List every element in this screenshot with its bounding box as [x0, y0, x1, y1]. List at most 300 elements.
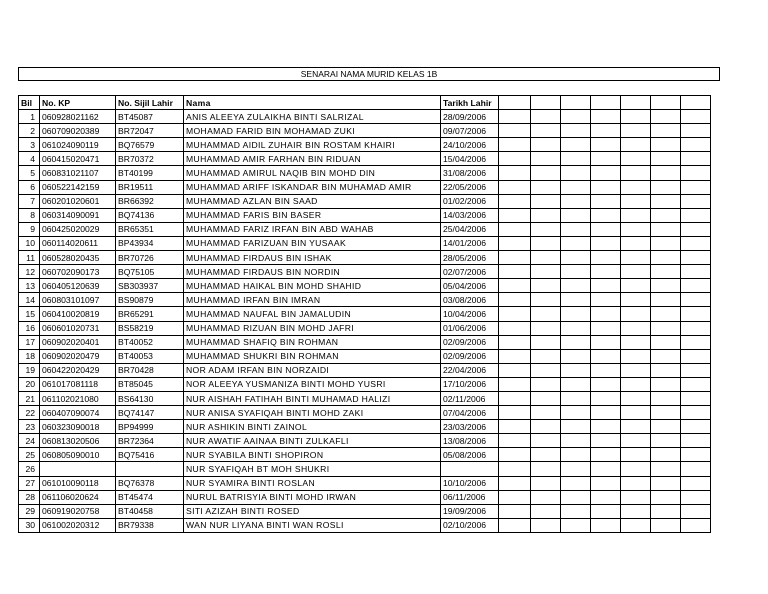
- tarikh-cell: 02/11/2006: [441, 391, 499, 405]
- kp-cell: 060702090173: [40, 265, 116, 279]
- bil-cell: 12: [19, 265, 40, 279]
- sijil-cell: BT85045: [116, 377, 184, 391]
- empty-cell: [531, 222, 561, 236]
- empty-cell: [561, 251, 591, 265]
- empty-cell: [681, 490, 711, 504]
- empty-cell: [621, 321, 651, 335]
- kp-cell: 060528020435: [40, 251, 116, 265]
- empty-cell: [499, 222, 531, 236]
- empty-cell: [621, 490, 651, 504]
- tarikh-cell: 03/08/2006: [441, 293, 499, 307]
- empty-cell: [561, 138, 591, 152]
- kp-cell: [40, 462, 116, 476]
- empty-cell: [499, 518, 531, 532]
- bil-cell: 20: [19, 377, 40, 391]
- kp-cell: 060201020601: [40, 194, 116, 208]
- bil-cell: 11: [19, 251, 40, 265]
- empty-cell: [531, 307, 561, 321]
- sijil-cell: BQ75105: [116, 265, 184, 279]
- empty-cell: [591, 349, 621, 363]
- tarikh-cell: 13/08/2006: [441, 434, 499, 448]
- column-header: No. Sijil Lahir: [116, 96, 184, 110]
- sijil-cell: BQ75416: [116, 448, 184, 462]
- empty-cell: [681, 349, 711, 363]
- column-header: No. KP: [40, 96, 116, 110]
- empty-cell: [621, 349, 651, 363]
- empty-cell: [561, 321, 591, 335]
- table-row: [19, 110, 711, 124]
- empty-cell: [499, 265, 531, 279]
- empty-cell: [561, 420, 591, 434]
- empty-cell: [499, 279, 531, 293]
- empty-cell: [531, 518, 561, 532]
- empty-cell: [651, 406, 681, 420]
- empty-cell: [531, 194, 561, 208]
- empty-cell: [621, 293, 651, 307]
- nama-cell: MUHAMMAD FARIZUAN BIN YUSAAK: [184, 236, 441, 250]
- empty-cell: [591, 110, 621, 124]
- empty-cell: [621, 391, 651, 405]
- empty-cell: [561, 265, 591, 279]
- kp-cell: 060902020401: [40, 335, 116, 349]
- empty-cell: [591, 377, 621, 391]
- nama-cell: MUHAMMAD HAIKAL BIN MOHD SHAHID: [184, 279, 441, 293]
- empty-cell: [561, 406, 591, 420]
- empty-cell: [591, 363, 621, 377]
- nama-cell: MUHAMMAD FIRDAUS BIN NORDIN: [184, 265, 441, 279]
- tarikh-cell: 02/09/2006: [441, 335, 499, 349]
- table-row: [19, 518, 711, 532]
- empty-cell: [531, 124, 561, 138]
- empty-cell: [681, 96, 711, 110]
- nama-cell: MUHAMMAD AIDIL ZUHAIR BIN ROSTAM KHAIRI: [184, 138, 441, 152]
- empty-cell: [499, 420, 531, 434]
- empty-cell: [651, 222, 681, 236]
- empty-cell: [591, 279, 621, 293]
- list-title: SENARAI NAMA MURID KELAS 1B: [18, 67, 720, 81]
- empty-cell: [591, 124, 621, 138]
- nama-cell: MUHAMMAD FARIZ IRFAN BIN ABD WAHAB: [184, 222, 441, 236]
- kp-cell: 060919020758: [40, 504, 116, 518]
- empty-cell: [651, 265, 681, 279]
- bil-cell: 2: [19, 124, 40, 138]
- empty-cell: [499, 124, 531, 138]
- empty-cell: [499, 363, 531, 377]
- empty-cell: [591, 236, 621, 250]
- bil-cell: 24: [19, 434, 40, 448]
- empty-cell: [651, 180, 681, 194]
- empty-cell: [561, 335, 591, 349]
- empty-cell: [499, 448, 531, 462]
- empty-cell: [591, 194, 621, 208]
- sijil-cell: BR70372: [116, 152, 184, 166]
- bil-cell: 18: [19, 349, 40, 363]
- empty-cell: [591, 462, 621, 476]
- empty-cell: [531, 265, 561, 279]
- empty-cell: [681, 194, 711, 208]
- empty-cell: [621, 208, 651, 222]
- empty-cell: [561, 279, 591, 293]
- sijil-cell: BP43934: [116, 236, 184, 250]
- tarikh-cell: 01/06/2006: [441, 321, 499, 335]
- kp-cell: 060831021107: [40, 166, 116, 180]
- table-row: [19, 504, 711, 518]
- nama-cell: NUR AWATIF AAINAA BINTI ZULKAFLI: [184, 434, 441, 448]
- empty-cell: [681, 335, 711, 349]
- empty-cell: [531, 434, 561, 448]
- empty-cell: [561, 518, 591, 532]
- table-row: [19, 363, 711, 377]
- empty-cell: [561, 476, 591, 490]
- kp-cell: 061010090118: [40, 476, 116, 490]
- sijil-cell: BT40053: [116, 349, 184, 363]
- bil-cell: 30: [19, 518, 40, 532]
- empty-cell: [591, 335, 621, 349]
- empty-cell: [651, 307, 681, 321]
- empty-cell: [621, 194, 651, 208]
- empty-cell: [591, 166, 621, 180]
- table-row: [19, 265, 711, 279]
- sijil-cell: BR70726: [116, 251, 184, 265]
- sijil-cell: BR65351: [116, 222, 184, 236]
- empty-cell: [591, 152, 621, 166]
- sijil-cell: BT40199: [116, 166, 184, 180]
- bil-cell: 27: [19, 476, 40, 490]
- bil-cell: 1: [19, 110, 40, 124]
- sijil-cell: BT40458: [116, 504, 184, 518]
- table-row: [19, 335, 711, 349]
- bil-cell: 10: [19, 236, 40, 250]
- bil-cell: 14: [19, 293, 40, 307]
- empty-cell: [591, 420, 621, 434]
- empty-cell: [651, 504, 681, 518]
- nama-cell: NOR ADAM IRFAN BIN NORZAIDI: [184, 363, 441, 377]
- tarikh-cell: 19/09/2006: [441, 504, 499, 518]
- tarikh-cell: 02/10/2006: [441, 518, 499, 532]
- bil-cell: 4: [19, 152, 40, 166]
- sijil-cell: BR66392: [116, 194, 184, 208]
- empty-cell: [621, 307, 651, 321]
- empty-cell: [499, 180, 531, 194]
- table-row: [19, 476, 711, 490]
- empty-cell: [499, 406, 531, 420]
- table-row: [19, 448, 711, 462]
- bil-cell: 3: [19, 138, 40, 152]
- empty-cell: [561, 391, 591, 405]
- empty-cell: [651, 138, 681, 152]
- kp-cell: 060422020429: [40, 363, 116, 377]
- kp-cell: 060522142159: [40, 180, 116, 194]
- kp-cell: 060323090018: [40, 420, 116, 434]
- nama-cell: MUHAMMAD FARIS BIN BASER: [184, 208, 441, 222]
- empty-cell: [561, 208, 591, 222]
- bil-cell: 22: [19, 406, 40, 420]
- kp-cell: 061024090119: [40, 138, 116, 152]
- tarikh-cell: [441, 462, 499, 476]
- table-row: [19, 490, 711, 504]
- empty-cell: [591, 476, 621, 490]
- empty-cell: [621, 138, 651, 152]
- empty-cell: [499, 166, 531, 180]
- empty-cell: [499, 110, 531, 124]
- sijil-cell: BR70428: [116, 363, 184, 377]
- empty-cell: [681, 462, 711, 476]
- empty-cell: [499, 335, 531, 349]
- bil-cell: 8: [19, 208, 40, 222]
- empty-cell: [651, 391, 681, 405]
- empty-cell: [621, 377, 651, 391]
- empty-cell: [499, 476, 531, 490]
- sijil-cell: BR79338: [116, 518, 184, 532]
- sijil-cell: BR72047: [116, 124, 184, 138]
- empty-cell: [621, 462, 651, 476]
- empty-cell: [621, 251, 651, 265]
- empty-cell: [621, 166, 651, 180]
- empty-cell: [681, 124, 711, 138]
- table-row: [19, 222, 711, 236]
- bil-cell: 7: [19, 194, 40, 208]
- nama-cell: MUHAMMAD NAUFAL BIN JAMALUDIN: [184, 307, 441, 321]
- empty-cell: [531, 504, 561, 518]
- sijil-cell: BT45087: [116, 110, 184, 124]
- empty-cell: [621, 110, 651, 124]
- sijil-cell: BT45474: [116, 490, 184, 504]
- sijil-cell: BQ76579: [116, 138, 184, 152]
- empty-cell: [561, 180, 591, 194]
- tarikh-cell: 24/10/2006: [441, 138, 499, 152]
- kp-cell: 060407090074: [40, 406, 116, 420]
- empty-cell: [681, 180, 711, 194]
- empty-cell: [591, 251, 621, 265]
- empty-cell: [681, 152, 711, 166]
- table-row: [19, 124, 711, 138]
- table-row: [19, 391, 711, 405]
- empty-cell: [681, 222, 711, 236]
- empty-cell: [621, 504, 651, 518]
- empty-cell: [651, 293, 681, 307]
- nama-cell: SITI AZIZAH BINTI ROSED: [184, 504, 441, 518]
- sijil-cell: SB303937: [116, 279, 184, 293]
- table-row: [19, 152, 711, 166]
- empty-cell: [681, 265, 711, 279]
- nama-cell: MUHAMMAD AMIRUL NAQIB BIN MOHD DIN: [184, 166, 441, 180]
- tarikh-cell: 22/04/2006: [441, 363, 499, 377]
- empty-cell: [681, 391, 711, 405]
- empty-cell: [621, 434, 651, 448]
- sijil-cell: BS64130: [116, 391, 184, 405]
- empty-cell: [499, 377, 531, 391]
- empty-cell: [651, 279, 681, 293]
- tarikh-cell: 07/04/2006: [441, 406, 499, 420]
- tarikh-cell: 02/09/2006: [441, 349, 499, 363]
- empty-cell: [499, 194, 531, 208]
- kp-cell: 060928021162: [40, 110, 116, 124]
- empty-cell: [651, 448, 681, 462]
- empty-cell: [681, 518, 711, 532]
- bil-cell: 17: [19, 335, 40, 349]
- nama-cell: NUR AISHAH FATIHAH BINTI MUHAMAD HALIZI: [184, 391, 441, 405]
- table-row: [19, 138, 711, 152]
- empty-cell: [561, 448, 591, 462]
- empty-cell: [531, 236, 561, 250]
- empty-cell: [681, 293, 711, 307]
- bil-cell: 29: [19, 504, 40, 518]
- empty-cell: [681, 420, 711, 434]
- nama-cell: MUHAMMAD IRFAN BIN IMRAN: [184, 293, 441, 307]
- nama-cell: NOR ALEEYA YUSMANIZA BINTI MOHD YUSRI: [184, 377, 441, 391]
- empty-cell: [591, 321, 621, 335]
- empty-cell: [681, 251, 711, 265]
- kp-cell: 060902020479: [40, 349, 116, 363]
- column-header: Tarikh Lahir: [441, 96, 499, 110]
- empty-cell: [499, 208, 531, 222]
- empty-cell: [591, 96, 621, 110]
- sijil-cell: BQ74147: [116, 406, 184, 420]
- empty-cell: [531, 166, 561, 180]
- empty-cell: [651, 518, 681, 532]
- empty-cell: [499, 490, 531, 504]
- empty-cell: [651, 251, 681, 265]
- sijil-cell: BQ76378: [116, 476, 184, 490]
- empty-cell: [591, 391, 621, 405]
- empty-cell: [531, 363, 561, 377]
- bil-cell: 13: [19, 279, 40, 293]
- table-row: [19, 279, 711, 293]
- empty-cell: [499, 391, 531, 405]
- empty-cell: [681, 166, 711, 180]
- empty-cell: [499, 251, 531, 265]
- tarikh-cell: 05/04/2006: [441, 279, 499, 293]
- empty-cell: [531, 96, 561, 110]
- nama-cell: MUHAMMAD SHUKRI BIN ROHMAN: [184, 349, 441, 363]
- empty-cell: [651, 236, 681, 250]
- tarikh-cell: 01/02/2006: [441, 194, 499, 208]
- bil-cell: 6: [19, 180, 40, 194]
- table-row: [19, 377, 711, 391]
- kp-cell: 061002020312: [40, 518, 116, 532]
- tarikh-cell: 28/05/2006: [441, 251, 499, 265]
- kp-cell: 060803101097: [40, 293, 116, 307]
- empty-cell: [531, 321, 561, 335]
- kp-cell: 060813020506: [40, 434, 116, 448]
- nama-cell: NUR SYABILA BINTI SHOPIRON: [184, 448, 441, 462]
- empty-cell: [621, 152, 651, 166]
- empty-cell: [621, 124, 651, 138]
- empty-cell: [561, 490, 591, 504]
- empty-cell: [621, 363, 651, 377]
- nama-cell: NURUL BATRISYIA BINTI MOHD IRWAN: [184, 490, 441, 504]
- empty-cell: [621, 180, 651, 194]
- kp-cell: 060425020029: [40, 222, 116, 236]
- empty-cell: [561, 236, 591, 250]
- empty-cell: [561, 377, 591, 391]
- bil-cell: 25: [19, 448, 40, 462]
- tarikh-cell: 10/10/2006: [441, 476, 499, 490]
- empty-cell: [531, 180, 561, 194]
- table-header-row: [19, 96, 711, 110]
- kp-cell: 060410020819: [40, 307, 116, 321]
- empty-cell: [591, 490, 621, 504]
- nama-cell: MUHAMMAD AMIR FARHAN BIN RIDUAN: [184, 152, 441, 166]
- tarikh-cell: 06/11/2006: [441, 490, 499, 504]
- empty-cell: [561, 166, 591, 180]
- empty-cell: [591, 504, 621, 518]
- empty-cell: [621, 420, 651, 434]
- nama-cell: WAN NUR LIYANA BINTI WAN ROSLI: [184, 518, 441, 532]
- empty-cell: [499, 293, 531, 307]
- empty-cell: [499, 152, 531, 166]
- empty-cell: [681, 279, 711, 293]
- empty-cell: [531, 152, 561, 166]
- kp-cell: 061106020624: [40, 490, 116, 504]
- empty-cell: [651, 166, 681, 180]
- empty-cell: [531, 251, 561, 265]
- empty-cell: [591, 434, 621, 448]
- bil-cell: 26: [19, 462, 40, 476]
- empty-cell: [499, 434, 531, 448]
- bil-cell: 23: [19, 420, 40, 434]
- empty-cell: [531, 377, 561, 391]
- empty-cell: [561, 293, 591, 307]
- empty-cell: [651, 363, 681, 377]
- nama-cell: MUHAMMAD FIRDAUS BIN ISHAK: [184, 251, 441, 265]
- sijil-cell: BR72364: [116, 434, 184, 448]
- empty-cell: [561, 363, 591, 377]
- kp-cell: 060601020731: [40, 321, 116, 335]
- empty-cell: [621, 96, 651, 110]
- sijil-cell: BR65291: [116, 307, 184, 321]
- bil-cell: 15: [19, 307, 40, 321]
- table-row: [19, 321, 711, 335]
- empty-cell: [651, 420, 681, 434]
- tarikh-cell: 25/04/2006: [441, 222, 499, 236]
- table-row: [19, 420, 711, 434]
- empty-cell: [561, 462, 591, 476]
- kp-cell: 061102021080: [40, 391, 116, 405]
- empty-cell: [561, 194, 591, 208]
- empty-cell: [531, 420, 561, 434]
- table-row: [19, 434, 711, 448]
- empty-cell: [499, 236, 531, 250]
- kp-cell: 060709020389: [40, 124, 116, 138]
- table-row: [19, 208, 711, 222]
- empty-cell: [531, 476, 561, 490]
- tarikh-cell: 14/03/2006: [441, 208, 499, 222]
- sijil-cell: BR19511: [116, 180, 184, 194]
- empty-cell: [681, 406, 711, 420]
- empty-cell: [681, 138, 711, 152]
- empty-cell: [591, 265, 621, 279]
- empty-cell: [621, 265, 651, 279]
- table-row: [19, 166, 711, 180]
- empty-cell: [531, 391, 561, 405]
- empty-cell: [561, 96, 591, 110]
- table-row: [19, 406, 711, 420]
- empty-cell: [531, 293, 561, 307]
- empty-cell: [651, 462, 681, 476]
- empty-cell: [651, 124, 681, 138]
- table-row: [19, 462, 711, 476]
- tarikh-cell: 31/08/2006: [441, 166, 499, 180]
- sijil-cell: BQ74136: [116, 208, 184, 222]
- empty-cell: [561, 152, 591, 166]
- tarikh-cell: 10/04/2006: [441, 307, 499, 321]
- empty-cell: [621, 518, 651, 532]
- column-header: Nama: [184, 96, 441, 110]
- empty-cell: [621, 222, 651, 236]
- empty-cell: [651, 476, 681, 490]
- empty-cell: [591, 293, 621, 307]
